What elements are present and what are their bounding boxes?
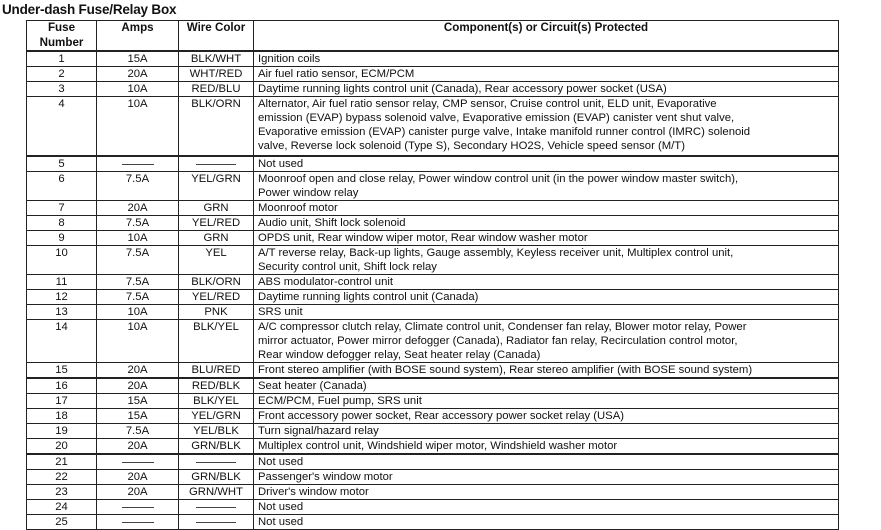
component-line: SRS unit xyxy=(258,306,303,318)
amps-cell xyxy=(97,500,179,515)
amps-cell: 20A xyxy=(97,378,179,394)
fuse-number-cell: 5 xyxy=(27,156,97,172)
table-row xyxy=(27,97,839,157)
amps-cell: 7.5A xyxy=(97,246,179,275)
amps-cell: 7.5A xyxy=(97,172,179,201)
component-line: Front accessory power socket, Rear accessory power socket relay (USA) xyxy=(258,410,625,422)
table-row xyxy=(27,363,839,379)
wire-color-cell: YEL/GRN xyxy=(179,172,254,201)
table-row xyxy=(27,231,839,246)
component-cell xyxy=(254,485,839,500)
amps-cell: 10A xyxy=(97,97,179,157)
component-line: OPDS unit, Rear window wiper motor, Rear window washer motor xyxy=(258,232,588,244)
fuse-number-cell: 24 xyxy=(27,500,97,515)
fuse-number-cell: 21 xyxy=(27,454,97,470)
component-line: Not used xyxy=(258,501,304,513)
table-row xyxy=(27,454,839,470)
fuse-number-cell: 4 xyxy=(27,97,97,157)
component-cell xyxy=(254,500,839,515)
page-title: Under-dash Fuse/Relay Box xyxy=(2,2,177,17)
empty-dash xyxy=(196,522,236,523)
table-row xyxy=(27,485,839,500)
empty-dash xyxy=(122,507,154,508)
component-cell xyxy=(254,305,839,320)
table-header-row xyxy=(27,21,839,52)
component-line: emission (EVAP) bypass solenoid valve, Evaporative emission (EVAP) canister vent shut valve, xyxy=(258,112,735,124)
component-line: Turn signal/hazard relay xyxy=(258,425,379,437)
wire-color-cell: RED/BLU xyxy=(179,82,254,97)
table-row xyxy=(27,320,839,363)
fuse-number-cell: 12 xyxy=(27,290,97,305)
fuse-number-cell: 18 xyxy=(27,409,97,424)
component-cell xyxy=(254,320,839,363)
amps-cell: 15A xyxy=(97,394,179,409)
table-row xyxy=(27,51,839,67)
wire-color-cell xyxy=(179,454,254,470)
wire-color-cell: BLK/WHT xyxy=(179,51,254,67)
wire-color-cell: GRN xyxy=(179,231,254,246)
fuse-number-cell: 6 xyxy=(27,172,97,201)
table-row xyxy=(27,246,839,275)
header-amps: Amps xyxy=(97,21,179,52)
table-body xyxy=(27,51,839,530)
fuse-number-cell: 2 xyxy=(27,67,97,82)
component-cell xyxy=(254,172,839,201)
component-line: Power window relay xyxy=(258,187,359,199)
component-cell xyxy=(254,378,839,394)
component-line: Seat heater (Canada) xyxy=(258,380,367,392)
fuse-number-cell: 7 xyxy=(27,201,97,216)
component-line: Rear window defogger relay, Seat heater relay (Canada) xyxy=(258,349,541,361)
header-component: Component(s) or Circuit(s) Protected xyxy=(254,21,839,52)
component-line: Moonroof motor xyxy=(258,202,338,214)
empty-dash xyxy=(122,522,154,523)
amps-cell: 10A xyxy=(97,82,179,97)
component-cell xyxy=(254,290,839,305)
wire-color-cell xyxy=(179,156,254,172)
component-line: mirror actuator, Power mirror defogger (Canada), Radiator fan relay, Recirculation control motor, xyxy=(258,335,738,347)
component-line: Audio unit, Shift lock solenoid xyxy=(258,217,406,229)
fuse-number-cell: 1 xyxy=(27,51,97,67)
component-cell xyxy=(254,51,839,67)
amps-cell: 10A xyxy=(97,320,179,363)
component-line: valve, Reverse lock solenoid (Type S), Secondary HO2S, Vehicle speed sensor (M/T) xyxy=(258,140,685,152)
amps-cell xyxy=(97,454,179,470)
header-fuse-number: Fuse Number xyxy=(27,21,97,52)
wire-color-cell: YEL xyxy=(179,246,254,275)
empty-dash xyxy=(122,164,154,165)
amps-cell: 10A xyxy=(97,305,179,320)
component-line: A/T reverse relay, Back-up lights, Gauge assembly, Keyless receiver unit, Multiplex control unit, xyxy=(258,247,734,259)
component-cell xyxy=(254,275,839,290)
fuse-number-cell: 11 xyxy=(27,275,97,290)
empty-dash xyxy=(196,164,236,165)
component-line: ECM/PCM, Fuel pump, SRS unit xyxy=(258,395,422,407)
component-line: Daytime running lights control unit (Canada) xyxy=(258,291,479,303)
amps-cell: 20A xyxy=(97,470,179,485)
component-cell xyxy=(254,231,839,246)
wire-color-cell: BLK/ORN xyxy=(179,97,254,157)
component-line: Front stereo amplifier (with BOSE sound system), Rear stereo amplifier (with BOSE sound system) xyxy=(258,364,753,376)
amps-cell: 7.5A xyxy=(97,275,179,290)
wire-color-cell: YEL/BLK xyxy=(179,424,254,439)
component-cell xyxy=(254,82,839,97)
wire-color-cell xyxy=(179,500,254,515)
amps-cell: 10A xyxy=(97,231,179,246)
component-line: Moonroof open and close relay, Power window control unit (in the power window master switch), xyxy=(258,173,739,185)
wire-color-cell: BLK/YEL xyxy=(179,394,254,409)
table-row xyxy=(27,424,839,439)
component-line: Security control unit, Shift lock relay xyxy=(258,261,437,273)
empty-dash xyxy=(196,507,236,508)
component-line: Driver's window motor xyxy=(258,486,369,498)
amps-cell xyxy=(97,515,179,530)
component-line: Ignition coils xyxy=(258,53,321,65)
table-row xyxy=(27,82,839,97)
fuse-number-cell: 15 xyxy=(27,363,97,379)
table-row xyxy=(27,500,839,515)
component-cell xyxy=(254,515,839,530)
component-cell xyxy=(254,409,839,424)
amps-cell: 7.5A xyxy=(97,290,179,305)
wire-color-cell: GRN/BLK xyxy=(179,470,254,485)
wire-color-cell: YEL/RED xyxy=(179,290,254,305)
component-line: Alternator, Air fuel ratio sensor relay, CMP sensor, Cruise control unit, ELD unit, Evaporative xyxy=(258,98,717,110)
table-row xyxy=(27,394,839,409)
table-row xyxy=(27,439,839,455)
empty-dash xyxy=(196,462,236,463)
amps-cell: 20A xyxy=(97,485,179,500)
wire-color-cell: BLK/ORN xyxy=(179,275,254,290)
amps-cell: 15A xyxy=(97,409,179,424)
component-cell xyxy=(254,363,839,379)
component-cell xyxy=(254,424,839,439)
table-row xyxy=(27,470,839,485)
fuse-number-cell: 14 xyxy=(27,320,97,363)
component-line: ABS modulator-control unit xyxy=(258,276,393,288)
table-row xyxy=(27,515,839,530)
component-cell xyxy=(254,454,839,470)
fuse-table xyxy=(26,20,839,530)
component-cell xyxy=(254,67,839,82)
fuse-number-cell: 3 xyxy=(27,82,97,97)
amps-cell: 15A xyxy=(97,51,179,67)
header-wire-color: Wire Color xyxy=(179,21,254,52)
amps-cell: 20A xyxy=(97,363,179,379)
fuse-number-cell: 9 xyxy=(27,231,97,246)
wire-color-cell xyxy=(179,515,254,530)
table-row xyxy=(27,290,839,305)
component-cell xyxy=(254,97,839,157)
component-cell xyxy=(254,439,839,455)
empty-dash xyxy=(122,462,154,463)
amps-cell xyxy=(97,156,179,172)
wire-color-cell: BLK/YEL xyxy=(179,320,254,363)
component-cell xyxy=(254,394,839,409)
amps-cell: 20A xyxy=(97,201,179,216)
component-line: A/C compressor clutch relay, Climate control unit, Condenser fan relay, Blower motor relay, Power xyxy=(258,321,747,333)
table-row xyxy=(27,378,839,394)
fuse-number-cell: 23 xyxy=(27,485,97,500)
wire-color-cell: BLU/RED xyxy=(179,363,254,379)
amps-cell: 20A xyxy=(97,67,179,82)
component-cell xyxy=(254,216,839,231)
wire-color-cell: RED/BLK xyxy=(179,378,254,394)
table-row xyxy=(27,305,839,320)
component-line: Not used xyxy=(258,456,304,468)
wire-color-cell: GRN/WHT xyxy=(179,485,254,500)
component-line: Air fuel ratio sensor, ECM/PCM xyxy=(258,68,415,80)
fuse-number-cell: 25 xyxy=(27,515,97,530)
wire-color-cell: PNK xyxy=(179,305,254,320)
amps-cell: 7.5A xyxy=(97,424,179,439)
fuse-number-cell: 19 xyxy=(27,424,97,439)
fuse-number-cell: 20 xyxy=(27,439,97,455)
component-cell xyxy=(254,246,839,275)
fuse-number-cell: 22 xyxy=(27,470,97,485)
component-line: Evaporative emission (EVAP) canister purge valve, Intake manifold runner control (IMRC) solenoid xyxy=(258,126,751,138)
component-line: Daytime running lights control unit (Canada), Rear accessory power socket (USA) xyxy=(258,83,667,95)
table-row xyxy=(27,67,839,82)
component-cell xyxy=(254,156,839,172)
wire-color-cell: GRN/BLK xyxy=(179,439,254,455)
component-cell xyxy=(254,201,839,216)
table-row xyxy=(27,172,839,201)
fuse-number-cell: 17 xyxy=(27,394,97,409)
table-row xyxy=(27,275,839,290)
fuse-number-cell: 13 xyxy=(27,305,97,320)
table-row xyxy=(27,216,839,231)
wire-color-cell: YEL/RED xyxy=(179,216,254,231)
component-line: Passenger's window motor xyxy=(258,471,393,483)
amps-cell: 20A xyxy=(97,439,179,455)
fuse-number-cell: 8 xyxy=(27,216,97,231)
wire-color-cell: YEL/GRN xyxy=(179,409,254,424)
fuse-number-cell: 10 xyxy=(27,246,97,275)
component-line: Not used xyxy=(258,516,304,528)
table-row xyxy=(27,409,839,424)
table-row xyxy=(27,201,839,216)
component-line: Not used xyxy=(258,158,304,170)
component-cell xyxy=(254,470,839,485)
wire-color-cell: GRN xyxy=(179,201,254,216)
amps-cell: 7.5A xyxy=(97,216,179,231)
table-row xyxy=(27,156,839,172)
wire-color-cell: WHT/RED xyxy=(179,67,254,82)
fuse-number-cell: 16 xyxy=(27,378,97,394)
component-line: Multiplex control unit, Windshield wiper motor, Windshield washer motor xyxy=(258,440,618,452)
